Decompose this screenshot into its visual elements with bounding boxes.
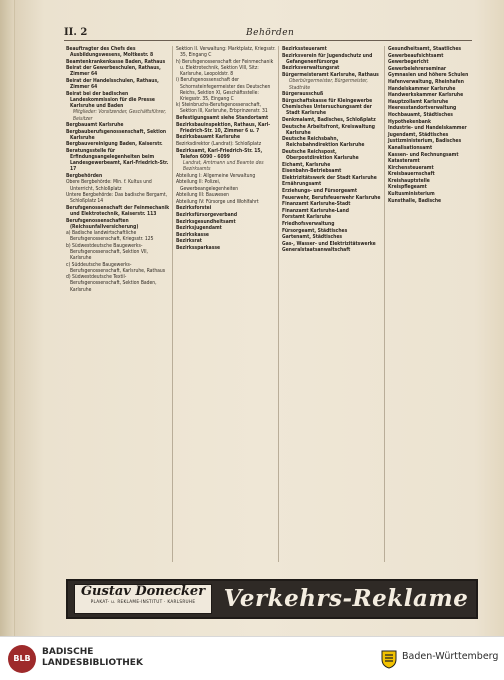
directory-entry: Gewerbegericht — [388, 59, 429, 66]
directory-entry: Kanalisationsamt — [388, 144, 433, 151]
directory-entry: Chemisches Untersuchungsamt der Stadt Karlsruhe — [282, 104, 372, 117]
directory-entry: Deutsche Arbeitsfront, Kreiswaltung Karlsruhe — [282, 123, 376, 136]
directory-entry: Kunsthalle, Badische — [388, 197, 442, 204]
directory-entry: b) Südwestdeutsche Baugewerks-Berufsgenossenschaft, Sektion VII, Karlsruhe — [66, 242, 148, 262]
directory-entry: c) Süddeutsche Baugewerks-Berufsgenossenschaft, Karlsruhe, Rathaus — [66, 261, 166, 274]
directory-entry: Friedhofsverwaltung — [282, 221, 335, 228]
directory-entry: Hypothekenbank — [388, 118, 431, 125]
library-name[interactable] — [42, 647, 143, 669]
directory-entry: Abteilung IV: Fürsorge und Wohlfahrt — [176, 198, 259, 205]
directory-entry: Kreisbauernschaft — [388, 171, 435, 178]
directory-entry: Bezirksbauamt Karlsruhe — [176, 134, 241, 141]
page-gutter-shadow — [0, 0, 14, 636]
directory-entry: Bezirksgesundheitsamt — [176, 218, 236, 225]
directory-entry: Gartenamt, Städtisches — [282, 234, 343, 241]
directory-entry: Jugendamt, Städtisches — [388, 131, 449, 138]
directory-entry: Bezirkskasse — [176, 231, 209, 238]
directory-entry: Generalstaatsanwaltschaft — [282, 247, 351, 254]
blb-logo-icon[interactable]: BLB — [8, 645, 36, 673]
directory-entry: Beirat der Gewerbeschulen, Rathaus, Zimmer 64 — [66, 65, 161, 78]
directory-entry: Kreispflegeamt — [388, 184, 427, 191]
directory-entry: Bezirksverein für Jugendschutz und Gefangenenfürsorge — [282, 52, 373, 65]
directory-entry: Abteilung II: Polizei, Gewerbeangelegenheiten — [176, 179, 239, 192]
directory-entry: Ernährungsamt — [282, 181, 322, 188]
directory-entry: Finanzamt Karlsruhe-Stadt — [282, 201, 351, 208]
advertisement-banner — [66, 579, 478, 619]
directory-entry: Bergbauberufsgenossenschaft, Sektion Karlsruhe — [66, 128, 167, 141]
directory-entry: Bergbauvereinigung Baden, Kaiserstr. — [66, 141, 163, 148]
directory-column-4 — [384, 46, 480, 562]
directory-entry: d) Südwestdeutsche Textil-Berufsgenossenschaft, Sektion Baden, Karlsruhe — [66, 274, 157, 293]
directory-entry: Sektion II. Verwaltung: Marktplatz, Kriegsstr. 35, Eingang C — [176, 46, 276, 59]
directory-entry: Eichamt, Karlsruhe — [282, 161, 331, 168]
advertiser-box — [74, 584, 212, 614]
directory-entry: Oberbürgermeister, Bürgermeister, Stadträte — [289, 78, 368, 91]
directory-entry: i) Berufsgenossenschaft der Schornsteinfegermeister des Deutschen Reichs, Sektion XI, Geschäftsstelle: Kriegsstr. 35, Eingang C — [176, 77, 271, 102]
directory-entry: Beauftragter des Chefs des Ausbildungswesens, Moltkestr. 8 — [66, 46, 154, 59]
directory-entry: Heeresstandortverwaltung — [388, 105, 457, 112]
directory-column-2 — [172, 46, 276, 562]
directory-entry: Deutsche Reichspost, Oberpostdirektion Karlsruhe — [282, 149, 359, 162]
directory-entry: Eisenbahn-Betriebsamt — [282, 168, 342, 175]
directory-entry: Gymnasien und höhere Schulen — [388, 72, 469, 79]
directory-entry: Denkmalamt, Badisches, Schloßplatz — [282, 117, 376, 124]
directory-entry: Kreishauptstelle — [388, 177, 430, 184]
directory-entry: Befestigungsamt siehe Standortamt — [176, 115, 269, 122]
directory-entry: Elektrizitätswerk der Stadt Karlsruhe — [282, 174, 377, 181]
library-name-line-2: LANDESBIBLIOTHEK — [42, 658, 143, 668]
state-coat-of-arms-icon — [380, 649, 398, 669]
directory-entry: Beratungsstelle für Erfindungsangelegenheiten beim Landesgewerbeamt, Karl-Friedrich-Str. 17 — [66, 148, 169, 173]
directory-entry: Berufsgenossenschaften (Reichsunfallversicherung) — [66, 217, 139, 230]
running-title: Behörden — [246, 28, 295, 38]
directory-entry: Bezirkssteueramt — [282, 46, 327, 52]
directory-entry: Bezirksamt, Karl-Friedrich-Str. 15, Telefon 6090 - 6099 — [176, 147, 263, 160]
directory-entry: Bezirksjugendamt — [176, 225, 222, 232]
advertiser-subtitle: PLAKAT- u. REKLAME-INSTITUT · KARLSRUHE — [90, 599, 196, 604]
directory-entry: Justizministerium, Badisches — [388, 138, 462, 145]
directory-entry: Gewerbeaufsichtsamt — [388, 52, 444, 59]
directory-entry: Hafenverwaltung, Rheinhafen — [388, 78, 464, 85]
library-name-line-1: BADISCHE — [42, 647, 94, 657]
directory-column-1 — [66, 46, 170, 562]
directory-entry: Bürgermeisteramt Karlsruhe, Rathaus — [282, 71, 379, 78]
directory-entry: Abteilung I: Allgemeine Verwaltung — [176, 172, 256, 179]
directory-entry: Beirat der Handelsschulen, Rathaus, Zimmer 64 — [66, 77, 159, 91]
directory-entry: Bergbauamt Karlsruhe — [66, 122, 124, 129]
directory-entry: Untere Bergbehörde: Das badische Bergamt, Schloßplatz 14 — [66, 192, 168, 205]
directory-entry: Beirat bei der badischen Landeskommission für die Presse Karlsruhe und Baden — [66, 90, 155, 109]
directory-entry: Forstamt Karlsruhe — [282, 214, 332, 221]
advertisement-slogan: Verkehrs-Reklame — [223, 585, 469, 612]
directory-entry: Landrat, Amtmann und Beamte des Bezirksamts — [183, 160, 264, 173]
directory-entry: Bezirksverwaltungsrat — [282, 65, 340, 72]
directory-entry: Bürgerausschuß — [282, 91, 324, 98]
directory-entry: Obere Bergbehörde: Min. f. Kultus und Unterricht, Schloßplatz — [66, 179, 152, 192]
directory-entry: Gewerbelehrerseminar — [388, 65, 447, 72]
directory-entry: Bezirksfürsorgeverband — [176, 211, 238, 218]
directory-entry: Kultusministerium — [388, 191, 435, 198]
running-header — [64, 27, 472, 41]
directory-entry: Bergbehörden — [66, 172, 103, 179]
directory-entry: Erziehungs- und Fürsorgeamt — [282, 188, 358, 195]
directory-entry: Bezirksdirektor (Landrat): Schloßplatz — [176, 140, 262, 147]
directory-entry: Handwerkskammer Karlsruhe — [388, 92, 464, 99]
directory-entry: Bezirksforstei — [176, 205, 212, 212]
directory-entry: Finanzamt Karlsruhe-Land — [282, 207, 349, 214]
directory-entry: Feuerwehr, Berufsfeuerwehr Karlsruhe — [282, 194, 381, 201]
directory-entry: k) Steinbruchs-Berufsgenossenschaft, Sektion III, Karlsruhe, Erbprinzenstr. 31 — [176, 102, 268, 115]
directory-entry: Industrie- und Handelskammer — [388, 125, 467, 132]
directory-entry: Handelskammer Karlsruhe — [388, 85, 456, 92]
directory-entry: Fürsorgeamt, Städtisches — [282, 227, 348, 234]
directory-entry: Kassen- und Rechnungsamt — [388, 151, 459, 158]
directory-entry: Katasteramt — [388, 158, 420, 165]
state-name[interactable]: Baden-Württemberg — [402, 651, 499, 662]
viewer-footer — [0, 636, 504, 680]
advertiser-name: Gustav Donecker — [80, 584, 206, 599]
directory-entry: Deutsche Reichsbahn, Reichsbahndirektion Karlsruhe — [282, 136, 365, 149]
directory-entry: Bezirksrat — [176, 238, 202, 245]
directory-entry: Mitglieder: Vorsitzender, Geschäftsführer, Beisitzer — [73, 109, 167, 122]
directory-entry: a) Badische landwirtschaftliche Berufsgenossenschaft, Kriegsstr. 125 — [66, 230, 154, 243]
directory-column-3 — [278, 46, 382, 562]
directory-entry: Kirchensteueramt — [388, 164, 434, 171]
directory-entry: Bezirkssparkasse — [176, 244, 221, 251]
page-number: II. 2 — [64, 27, 88, 38]
directory-entry: Bezirksbauinspektion, Rathaus, Karl-Friedrich-Str. 10, Zimmer 6 u. 7 — [176, 121, 271, 134]
directory-entry: Beamtenkrankenkasse Baden, Rathaus — [66, 58, 166, 65]
directory-entry: Berufsgenossenschaft der Feinmechanik und Elektrotechnik, Kaiserstr. 113 — [66, 204, 170, 217]
directory-entry: Abteilung III: Bauwesen — [176, 192, 229, 199]
directory-entry: Hochbauamt, Städtisches — [388, 111, 453, 118]
directory-entry: h) Berufsgenossenschaft der Feinmechanik u. Elektrotechnik, Sektion VIII, Sitz: Karlsruhe, Leopoldstr. 8 — [176, 58, 274, 77]
directory-entry: Gesundheitsamt, Staatliches — [388, 46, 462, 52]
directory-entry: Hauptzollamt Karlsruhe — [388, 98, 449, 105]
directory-entry: Bürgschaftskasse für Kleingewerbe — [282, 97, 373, 104]
directory-entry: Gas-, Wasser- und Elektrizitätswerke — [282, 240, 376, 247]
